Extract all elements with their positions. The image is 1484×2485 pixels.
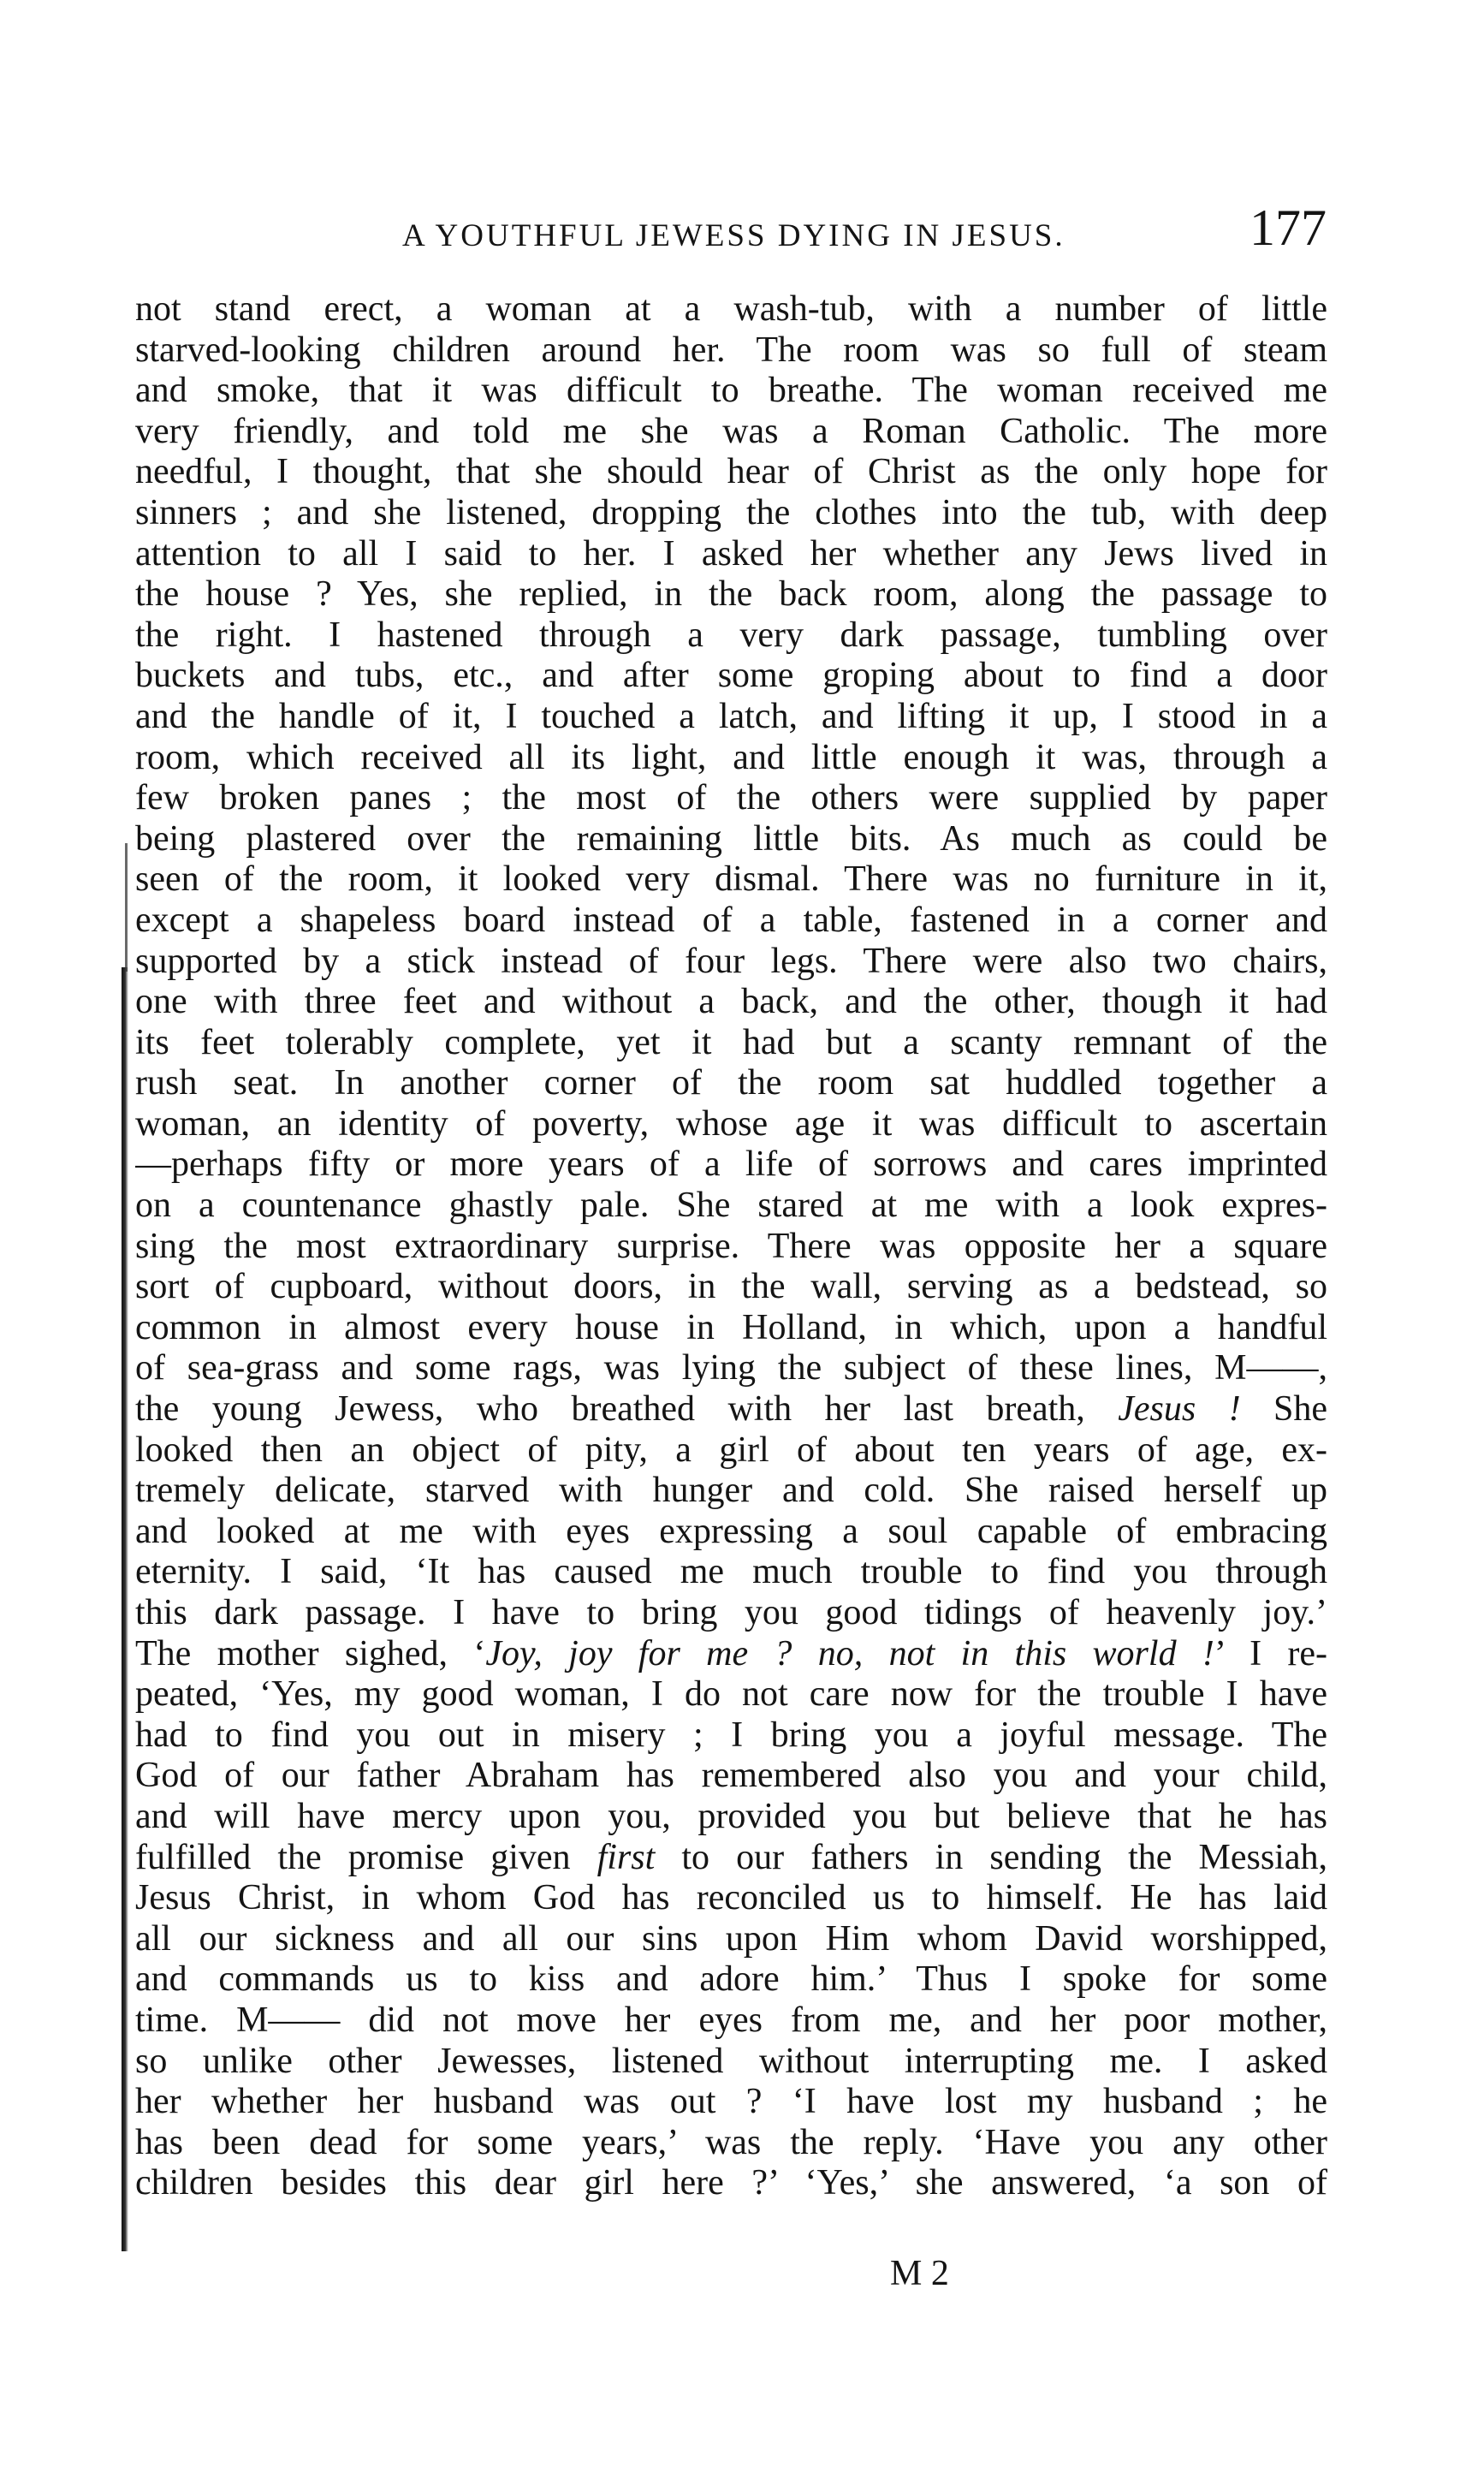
- text-line: and the handle of it, I touched a latch, and lifting it up, I stood in a: [135, 696, 1327, 736]
- italic-phrase: Jesus !: [1118, 1389, 1241, 1430]
- text-line: has been dead for some years,’ was the reply. ‘Have you any other: [135, 2122, 1327, 2162]
- gutter-shadow-light: [125, 843, 128, 972]
- text-line: rush seat. In another corner of the room sat huddled together a: [135, 1063, 1327, 1103]
- text-line: woman, an identity of poverty, whose age it was difficult to ascertain: [135, 1103, 1327, 1144]
- text-line: eternity. I said, ‘It has caused me much trouble to find you through: [135, 1552, 1327, 1592]
- text-line: sinners ; and she listened, dropping the clothes into the tub, with deep: [135, 492, 1327, 532]
- text-line: and smoke, that it was difficult to breathe. The woman received me: [135, 371, 1327, 411]
- running-title: A YOUTHFUL JEWESS DYING IN JESUS.: [402, 218, 1066, 253]
- text-line: of sea-grass and some rags, was lying the subject of these lines, M——,: [135, 1348, 1327, 1388]
- text-line: The mother sighed, ‘Joy, joy for me ? no, not in this world !’ I re-: [135, 1633, 1327, 1674]
- text-line: being plastered over the remaining little bits. As much as could be: [135, 818, 1327, 859]
- text-line: and will have mercy upon you, provided you but believe that he has: [135, 1796, 1327, 1836]
- text-line: all our sickness and all our sins upon Him whom David worshipped,: [135, 1918, 1327, 1959]
- text-line: children besides this dear girl here ?’ ‘Yes,’ she answered, ‘a son of: [135, 2163, 1327, 2203]
- text-line: supported by a stick instead of four legs. There were also two chairs,: [135, 941, 1327, 981]
- text-line: common in almost every house in Holland, in which, upon a handful: [135, 1307, 1327, 1347]
- text-line: room, which received all its light, and little enough it was, through a: [135, 737, 1327, 777]
- text-line: starved-looking children around her. The room was so full of steam: [135, 330, 1327, 370]
- printer-signature-mark: M 2: [890, 2254, 949, 2293]
- text-line: its feet tolerably complete, yet it had but a scanty remnant of the: [135, 1022, 1327, 1062]
- italic-phrase: Joy, joy for me ? no, not in this world !: [485, 1633, 1214, 1674]
- text-line: needful, I thought, that she should hear of Christ as the only hope for: [135, 452, 1327, 492]
- text-line: sing the most extraordinary surprise. There was opposite her a square: [135, 1226, 1327, 1266]
- text-line: so unlike other Jewesses, listened without interrupting me. I asked: [135, 2041, 1327, 2081]
- text-line: Jesus Christ, in whom God has reconciled us to himself. He has laid: [135, 1878, 1327, 1918]
- text-line: had to find you out in misery ; I bring you a joyful message. The: [135, 1715, 1327, 1755]
- text-line: except a shapeless board instead of a table, fastened in a corner and: [135, 900, 1327, 940]
- text-line: the right. I hastened through a very dark passage, tumbling over: [135, 615, 1327, 655]
- text-line: not stand erect, a woman at a wash-tub, with a number of little: [135, 289, 1327, 329]
- text-line: seen of the room, it looked very dismal. There was no furniture in it,: [135, 859, 1327, 900]
- text-line: time. M—— did not move her eyes from me, and her poor mother,: [135, 2000, 1327, 2040]
- text-line: few broken panes ; the most of the others were supplied by paper: [135, 778, 1327, 818]
- text-line: her whether her husband was out ? ‘I have lost my husband ; he: [135, 2082, 1327, 2122]
- italic-phrase: first: [597, 1837, 656, 1877]
- text-line: and looked at me with eyes expressing a soul capable of embracing: [135, 1511, 1327, 1551]
- text-line: looked then an object of pity, a girl of about ten years of age, ex-: [135, 1430, 1327, 1470]
- text-line: —perhaps fifty or more years of a life of sorrows and cares imprinted: [135, 1144, 1327, 1185]
- text-line: attention to all I said to her. I asked her whether any Jews lived in: [135, 533, 1327, 574]
- text-line: the house ? Yes, she replied, in the back room, along the passage to: [135, 574, 1327, 615]
- text-line: fulfilled the promise given first to our fathers in sending the Messiah,: [135, 1837, 1327, 1877]
- text-line: very friendly, and told me she was a Roman Catholic. The more: [135, 411, 1327, 451]
- running-head: [120, 199, 1327, 267]
- text-line: the young Jewess, who breathed with her last breath, Jesus ! She: [135, 1389, 1327, 1430]
- text-line: and commands us to kiss and adore him.’ Thus I spoke for some: [135, 1959, 1327, 2000]
- body-text: [135, 289, 1327, 2204]
- gutter-shadow: [122, 967, 128, 2251]
- text-line: God of our father Abraham has remembered also you and your child,: [135, 1756, 1327, 1796]
- text-line: this dark passage. I have to bring you good tidings of heavenly joy.’: [135, 1593, 1327, 1632]
- text-line: buckets and tubs, etc., and after some groping about to find a door: [135, 656, 1327, 696]
- text-line: one with three feet and without a back, and the other, though it had: [135, 982, 1327, 1022]
- text-line: tremely delicate, starved with hunger and cold. She raised herself up: [135, 1471, 1327, 1511]
- text-line: peated, ‘Yes, my good woman, I do not care now for the trouble I have: [135, 1674, 1327, 1715]
- text-line: on a countenance ghastly pale. She stared at me with a look expres-: [135, 1186, 1327, 1226]
- text-line: sort of cupboard, without doors, in the wall, serving as a bedstead, so: [135, 1267, 1327, 1307]
- page-number: 177: [1250, 199, 1327, 256]
